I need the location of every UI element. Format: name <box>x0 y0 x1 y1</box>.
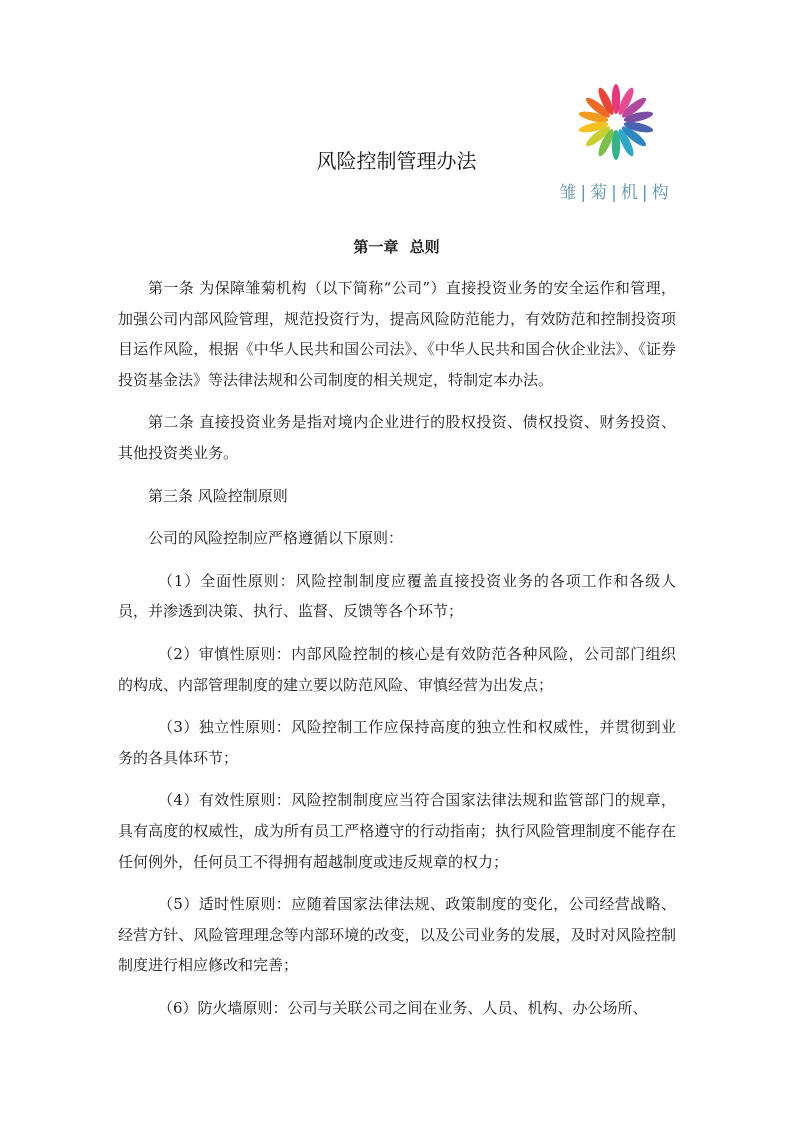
principle-item: （1）全面性原则：风险控制制度应覆盖直接投资业务的各项工作和各级人员，并渗透到决策、执行、监督、反馈等各个环节； <box>118 571 676 621</box>
principle-item: （2）审慎性原则：内部风险控制的核心是有效防范各种风险，公司部门组织的构成、内部管理制度的建立要以防范风险、审慎经营为出发点； <box>118 644 676 694</box>
principle-item: （4）有效性原则：风险控制制度应当符合国家法律法规和监管部门的规章，具有高度的权威性，成为所有员工严格遵守的行动指南；执行风险管理制度不能存在任何例外，任何员工不得拥有超越制度或违反规章的权力； <box>118 791 676 871</box>
principle-item: （3）独立性原则：风险控制工作应保持高度的独立性和权威性，并贯彻到业务的各具体环节； <box>118 718 676 767</box>
logo-name-text: 雏|菊|机|构 <box>559 183 673 203</box>
principle-item: （6）防火墙原则：公司与关联公司之间在业务、人员、机构、办公场所、 <box>158 998 648 1017</box>
document-title: 风险控制管理办法 <box>316 149 477 173</box>
principles-intro: 公司的风险控制应严格遵循以下原则： <box>148 529 404 548</box>
article-3-heading: 第三条 风险控制原则 <box>148 486 288 505</box>
principle-item: （5）适时性原则：应随着国家法律法规、政策制度的变化，公司经营战略、经营方针、风险管理理念等内部环境的改变，以及公司业务的发展，及时对风险控制制度进行相应修改和完善； <box>118 895 676 975</box>
company-logo <box>556 72 676 202</box>
article-2-paragraph: 第二条 直接投资业务是指对境内企业进行的股权投资、债权投资、财务投资、其他投资类业务。 <box>118 413 676 462</box>
article-1-paragraph: 第一条 为保障雏菊机构（以下简称“公司”）直接投资业务的安全运作和管理，加强公司内部风险管理，规范投资行为，提高风险防范能力，有效防范和控制投资项目运作风险，根据《中华人民共和国公司法》、《中华人民共和国合伙企业法》、《证券投资基金法》等法律法规和公司制度的相关规定，特制定本办法。 <box>118 279 676 389</box>
document-body <box>118 273 676 1035</box>
chapter-heading: 第一章 总则 <box>353 238 440 256</box>
